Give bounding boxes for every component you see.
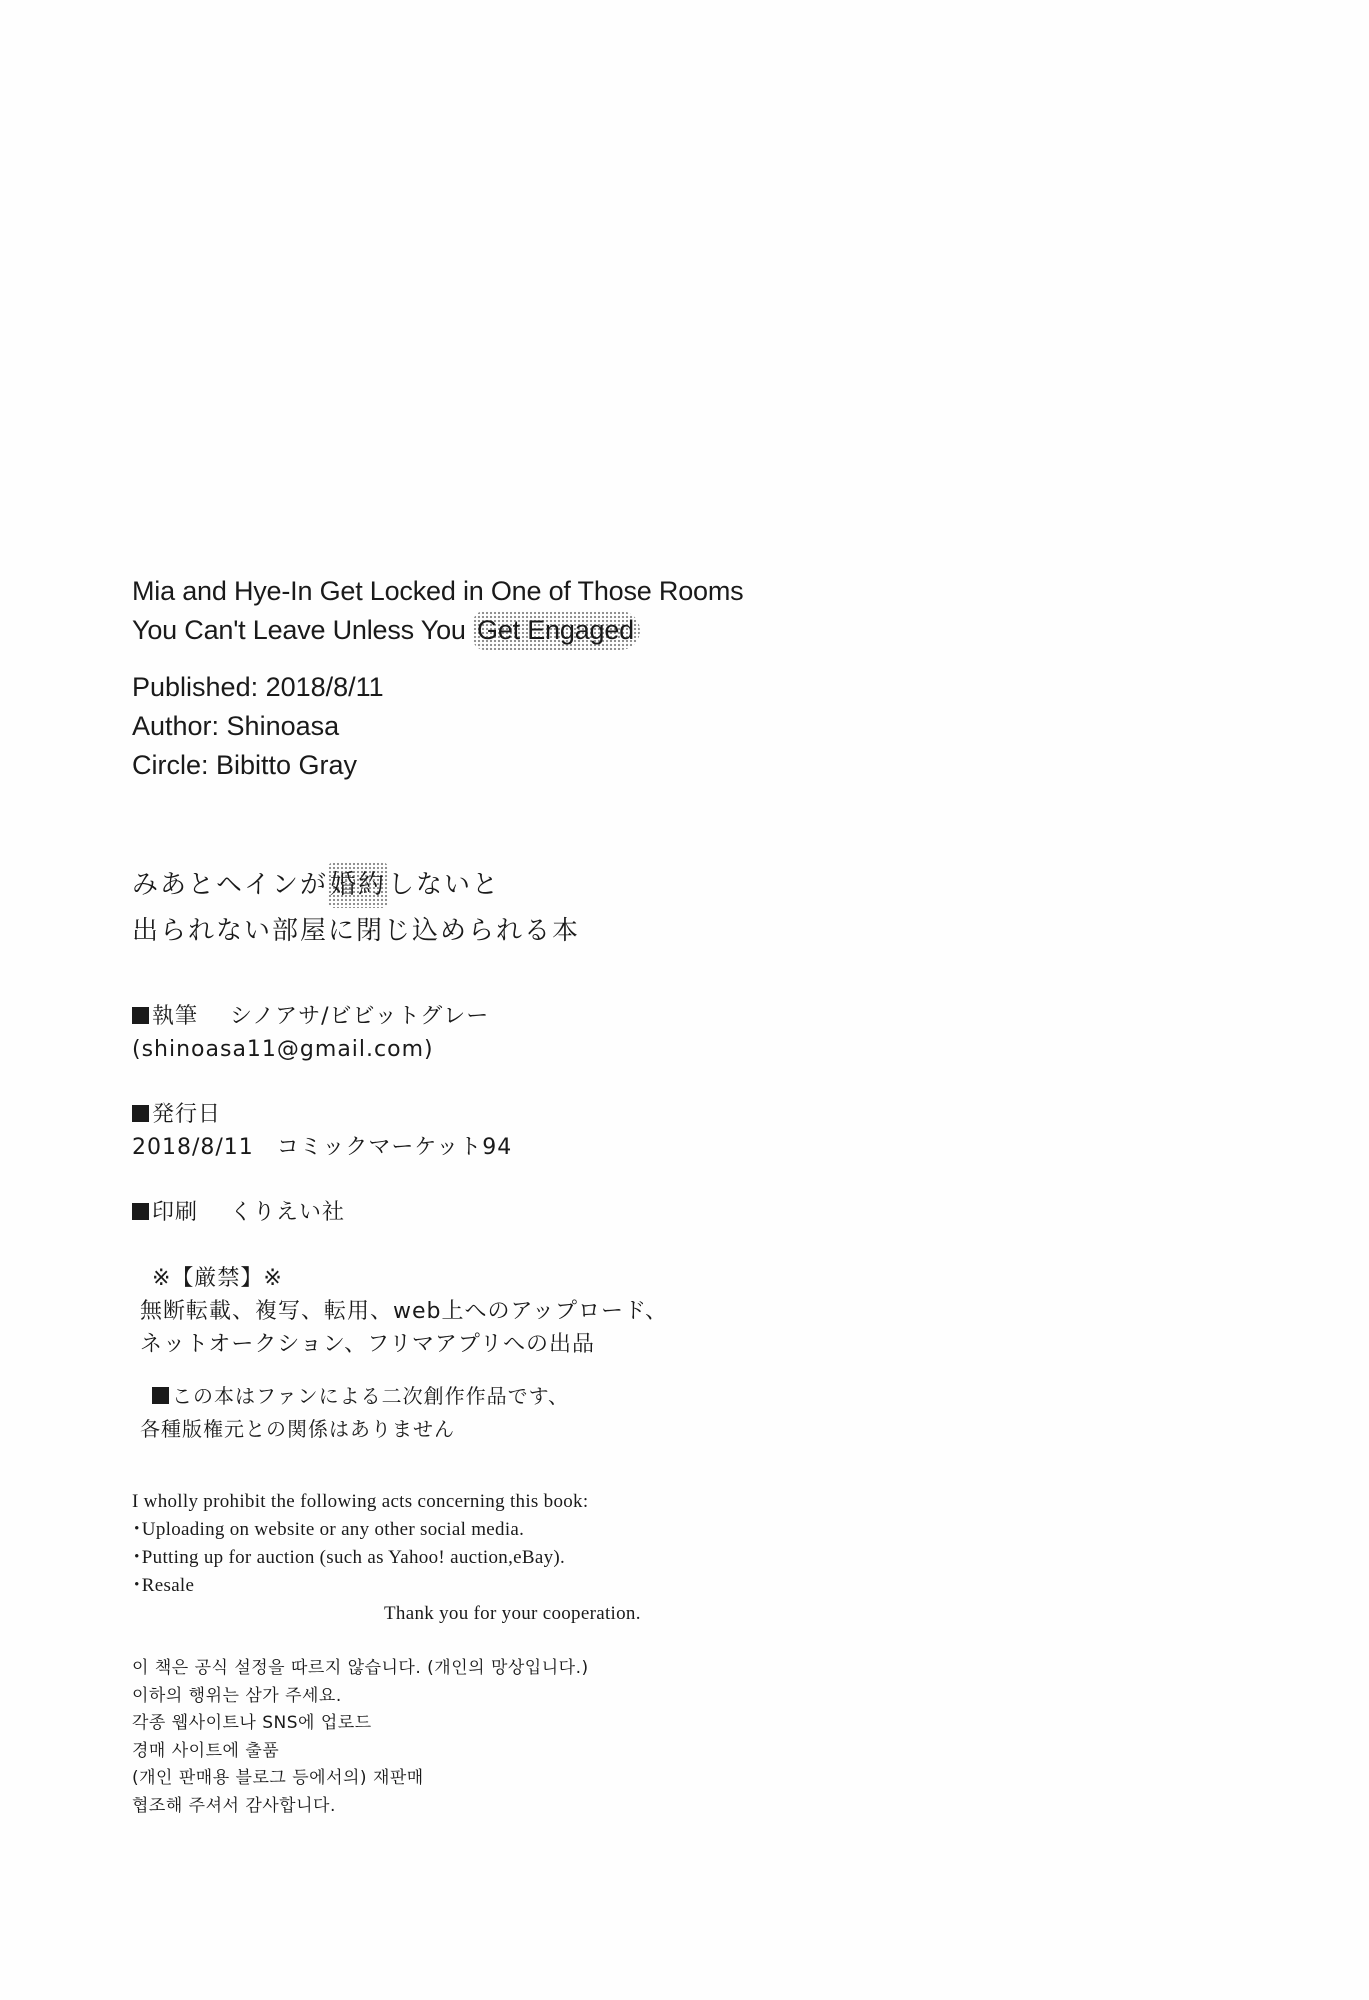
bullet-square-icon [132,1105,149,1122]
prohibition-line-1: 無断転載、複写、転用、web上へのアップロード、 [140,1299,668,1324]
publish-date-value: 2018/8/11 コミックマーケット94 [132,1135,513,1160]
english-metadata [132,668,384,785]
printer-line [132,1196,345,1229]
bullet-square-icon [152,1387,169,1404]
english-notice-item-2: ･Putting up for auction (such as Yahoo! auction,eBay). [132,1547,566,1568]
english-notice-item-3: ･Resale [132,1575,195,1596]
prohibition-section [140,1262,668,1361]
japanese-title [132,862,580,954]
author: Author: Shinoasa [132,711,340,741]
printer-label: 印刷 [152,1200,199,1225]
printer-value: くりえい社 [230,1200,346,1225]
japanese-title-before: みあとヘインが [132,870,329,900]
english-title-line-1: Mia and Hye-In Get Locked in One of Those Rooms [132,576,744,606]
korean-notice-line-2: 이하의 행위는 삼가 주세요. [132,1685,342,1706]
english-notice-intro: I wholly prohibit the following acts concerning this book: [132,1491,589,1512]
english-notice-item-1: ･Uploading on website or any other social media. [132,1519,525,1540]
japanese-title-after: しないと [388,870,501,900]
korean-notice-line-4: 경매 사이트에 출품 [132,1740,280,1761]
publish-date-heading [132,1098,512,1131]
korean-notice-line-5: (개인 판매용 블로그 등에서의) 재판매 [132,1768,424,1788]
fan-notice-section [132,1380,569,1446]
prohibition-line-2: ネットオークション、フリマアプリへの出品 [140,1332,595,1357]
korean-notice-line-6: 협조해 주셔서 감사합니다. [132,1795,336,1816]
japanese-title-highlight: 婚約 [328,862,388,908]
korean-notice-line-3: 각종 웹사이트나 SNS에 업로드 [132,1713,372,1733]
writer-line [132,1000,489,1033]
writer-email: (shinoasa11@gmail.com) [132,1037,434,1062]
circle: Circle: Bibitto Gray [132,750,358,780]
bullet-square-icon [132,1203,149,1220]
japanese-title-line-2: 出られない部屋に閉じ込められる本 [132,916,581,946]
korean-notice-line-1: 이 책은 공식 설정을 따르지 않습니다. (개인의 망상입니다.) [132,1658,589,1678]
english-title [132,572,743,650]
printer-section [132,1196,345,1229]
english-title-highlight: Get Engaged [473,611,640,650]
writer-label: 執筆 [152,1004,199,1029]
japanese-title-line-1 [132,862,580,908]
fan-notice-line-1 [132,1380,569,1413]
english-notice [132,1488,641,1628]
fan-notice-line-1-text: この本はファンによる二次創作作品です、 [172,1384,569,1408]
published-date: Published: 2018/8/11 [132,672,384,702]
fan-notice-line-2: 各種版権元との関係はありません [140,1417,455,1441]
publish-date-section [132,1098,512,1164]
korean-notice [132,1655,589,1820]
writer-section [132,1000,489,1066]
english-title-line-2-text: You Can't Leave Unless You [132,615,474,645]
english-title-line-2 [132,611,743,650]
writer-value: シノアサ/ビビットグレー [230,1004,490,1029]
prohibition-heading: ※【厳禁】※ [152,1266,283,1291]
english-notice-thanks: Thank you for your cooperation. [384,1603,641,1624]
publish-date-label: 発行日 [152,1102,222,1127]
bullet-square-icon [132,1007,149,1024]
